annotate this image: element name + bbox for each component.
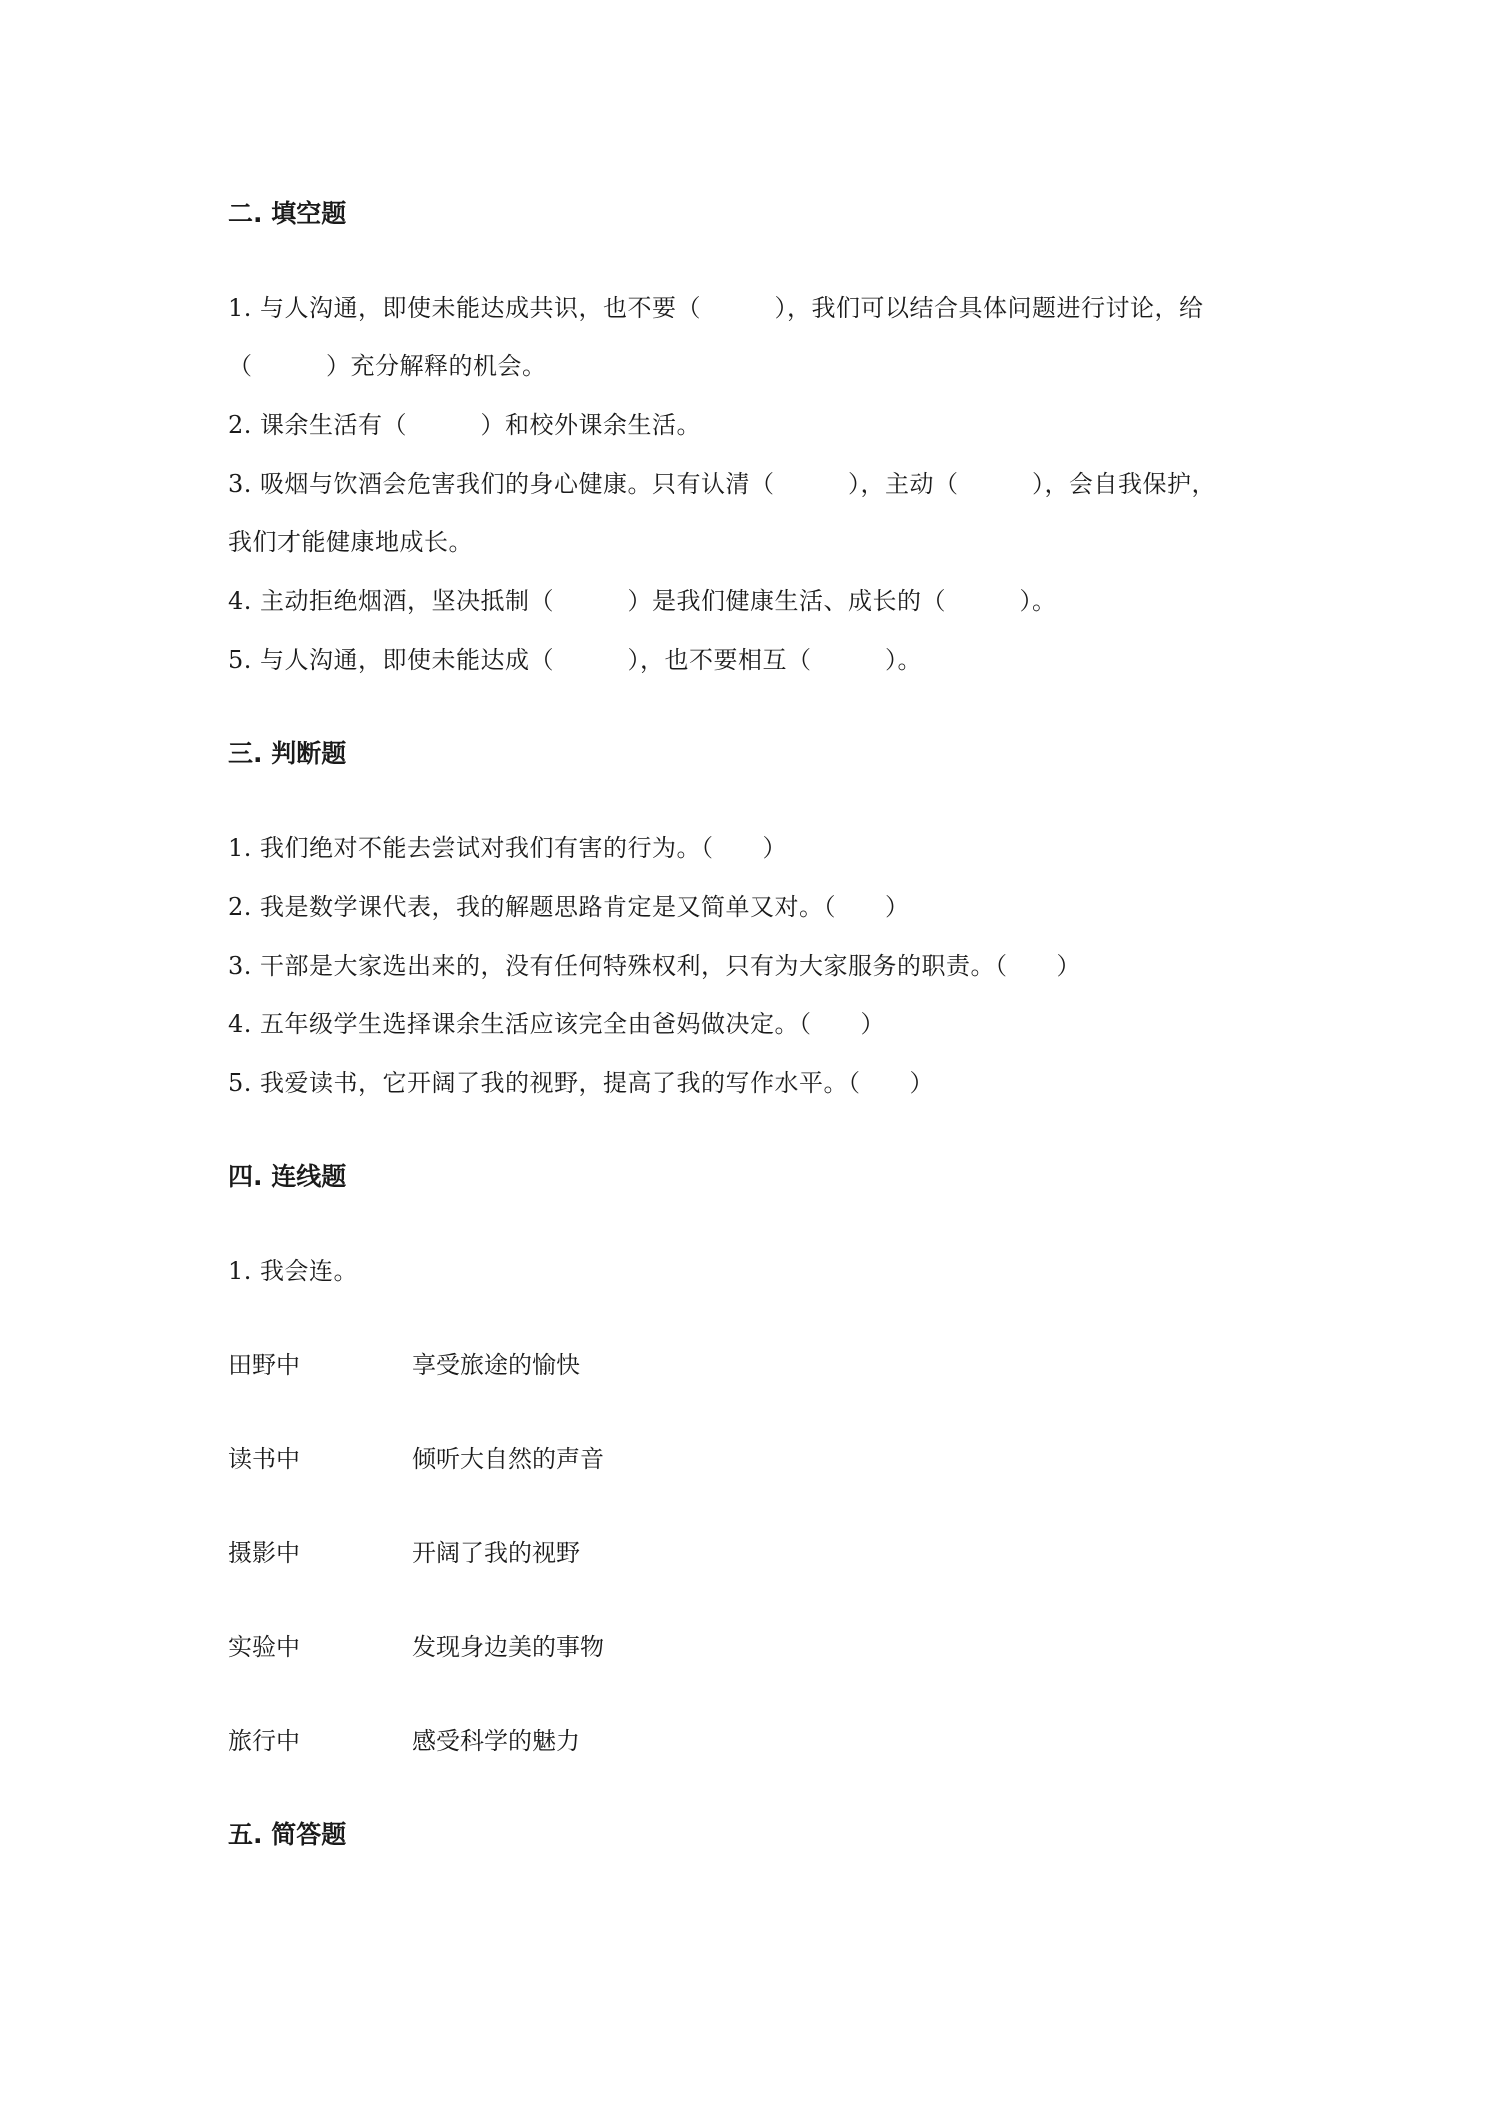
matching-left-item: 田野中 bbox=[228, 1351, 300, 1379]
matching-right-item: 倾听大自然的声音 bbox=[412, 1445, 604, 1473]
judge-line-1: 1. 我们绝对不能去尝试对我们有害的行为。（ ） bbox=[228, 834, 788, 862]
matching-left-item: 旅行中 bbox=[228, 1727, 300, 1755]
fill-blank-line-5: 5. 与人沟通，即使未能达成（ ），也不要相互（ ）。 bbox=[228, 646, 923, 674]
fill-blank-line-2: 2. 课余生活有（ ）和校外课余生活。 bbox=[228, 411, 702, 439]
fill-blank-line-3-cont: 我们才能健康地成长。 bbox=[228, 528, 473, 556]
section-5-title: 五. 简答题 bbox=[228, 1820, 347, 1849]
judge-line-5: 5. 我爱读书，它开阔了我的视野，提高了我的写作水平。（ ） bbox=[228, 1069, 935, 1097]
matching-question: 1. 我会连。 bbox=[228, 1257, 359, 1285]
section-4-title: 四. 连线题 bbox=[228, 1162, 347, 1191]
matching-right-item: 开阔了我的视野 bbox=[412, 1539, 580, 1567]
matching-left-item: 读书中 bbox=[228, 1445, 300, 1473]
judge-line-2: 2. 我是数学课代表，我的解题思路肯定是又简单又对。（ ） bbox=[228, 893, 910, 921]
matching-right-item: 享受旅途的愉快 bbox=[412, 1351, 580, 1379]
judge-line-3: 3. 干部是大家选出来的，没有任何特殊权利，只有为大家服务的职责。（ ） bbox=[228, 952, 1082, 980]
section-3-title: 三. 判断题 bbox=[228, 739, 347, 768]
matching-right-item: 发现身边美的事物 bbox=[412, 1633, 604, 1661]
fill-blank-line-4: 4. 主动拒绝烟酒，坚决抵制（ ）是我们健康生活、成长的（ ）。 bbox=[228, 587, 1057, 615]
matching-left-item: 摄影中 bbox=[228, 1539, 300, 1567]
matching-left-item: 实验中 bbox=[228, 1633, 300, 1661]
matching-right-item: 感受科学的魅力 bbox=[412, 1727, 580, 1755]
judge-line-4: 4. 五年级学生选择课余生活应该完全由爸妈做决定。（ ） bbox=[228, 1010, 886, 1038]
fill-blank-line-3: 3. 吸烟与饮酒会危害我们的身心健康。只有认清（ ），主动（ ），会自我保护， bbox=[228, 470, 1217, 498]
section-2-title: 二. 填空题 bbox=[228, 199, 347, 228]
fill-blank-line-1: 1. 与人沟通，即使未能达成共识，也不要（ ），我们可以结合具体问题进行讨论，给 bbox=[228, 294, 1204, 322]
fill-blank-line-1-cont: （ ）充分解释的机会。 bbox=[228, 352, 547, 380]
